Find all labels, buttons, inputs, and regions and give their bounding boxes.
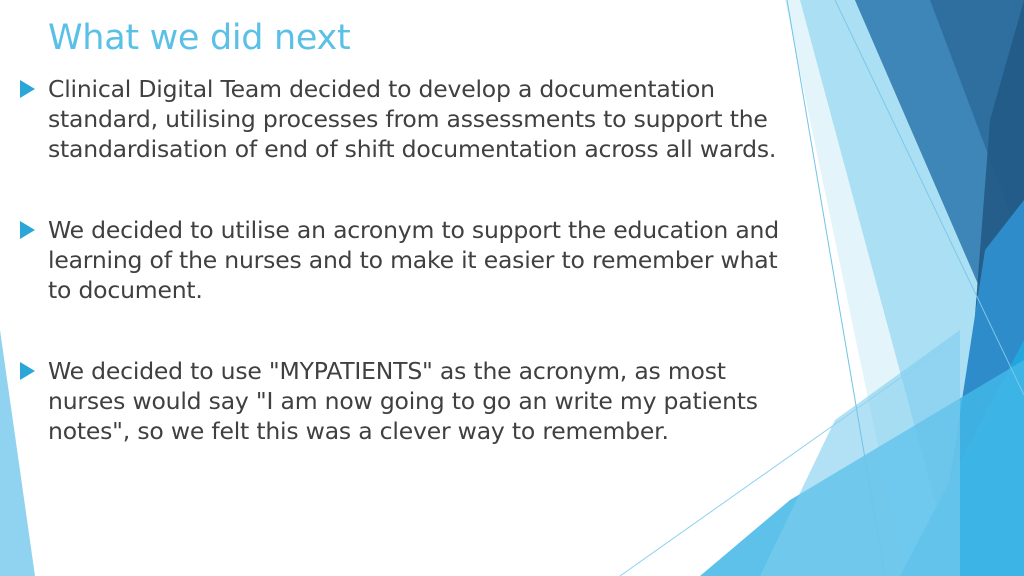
bullet-line: to document. [48, 276, 203, 304]
bullet-line: We decided to utilise an acronym to support the education and [48, 216, 779, 244]
bullet-line: standardisation of end of shift documentation across all wards. [48, 135, 777, 163]
bullet-text-3 [48, 356, 848, 446]
slide-title: What we did next [48, 18, 351, 58]
bullet-line: Clinical Digital Team decided to develop a documentation [48, 75, 715, 103]
bullet-text-1 [48, 74, 848, 164]
bullet-line: learning of the nurses and to make it easier to remember what [48, 246, 778, 274]
bullet-line: standard, utilising processes from assessments to support the [48, 105, 768, 133]
bullet-text-2 [48, 215, 848, 305]
triangle-arrow-icon [20, 362, 35, 380]
triangle-arrow-icon [20, 80, 35, 98]
triangle-arrow-icon [20, 221, 35, 239]
bullet-line: notes", so we felt this was a clever way to remember. [48, 417, 669, 445]
bullet-line: We decided to use "MYPATIENTS" as the acronym, as most [48, 357, 726, 385]
bullet-line: nurses would say "I am now going to go an write my patients [48, 387, 758, 415]
